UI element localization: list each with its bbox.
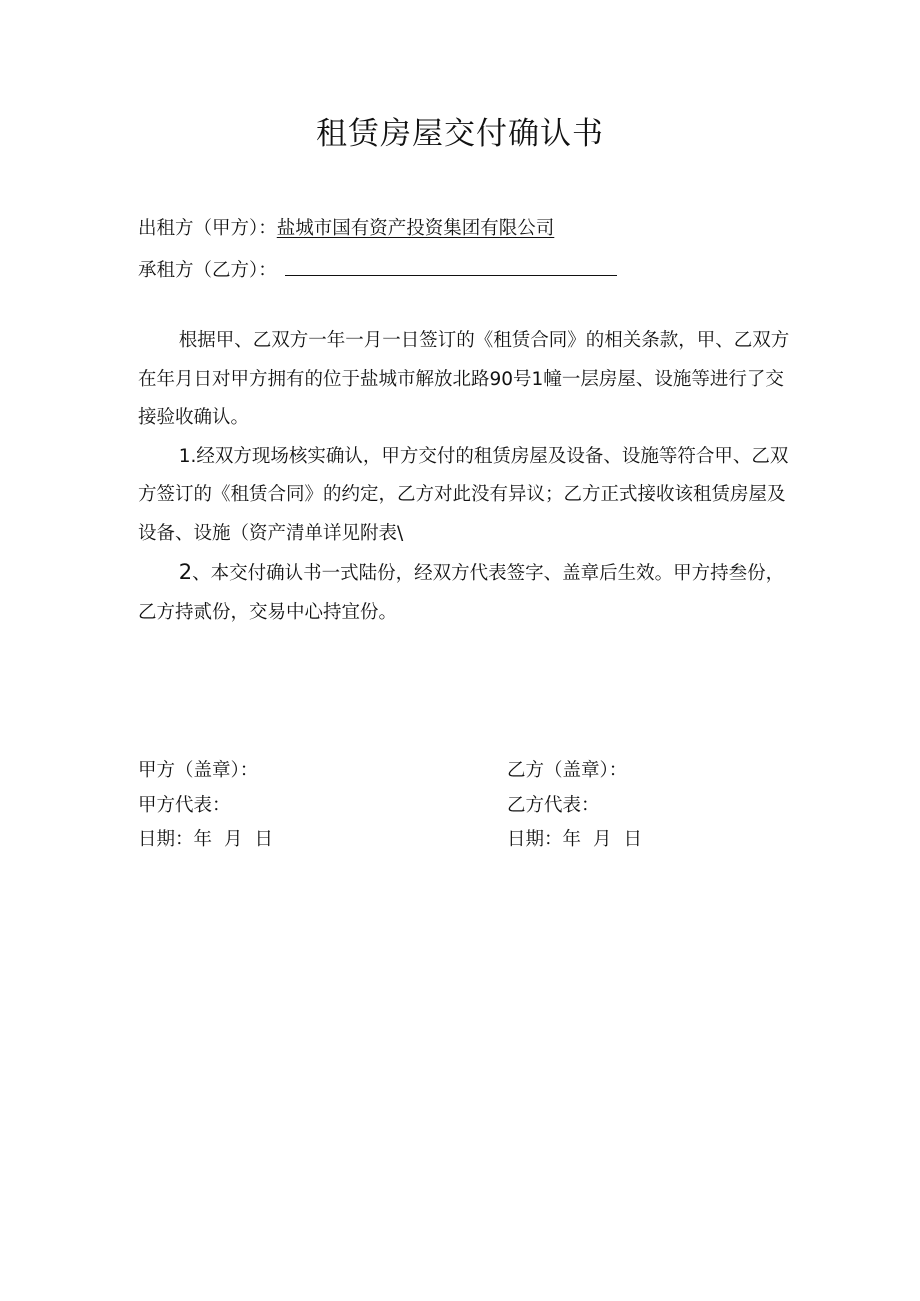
clause-2-text: 、本交付确认书一式陆份，经双方代表签字、盖章后生效。甲方持叁份，乙方持贰份，交易中心持宜份。 — [138, 563, 785, 623]
party-b-month: 月 — [593, 829, 612, 850]
clause-1-paragraph: 1.经双方现场核实确认，甲方交付的租赁房屋及设备、设施等符合甲、乙双方签订的《租赁合同》的约定，乙方对此没有异议；乙方正式接收该租赁房屋及设备、设施（资产清单详见附表\ — [138, 445, 789, 544]
document-title: 租赁房屋交付确认书 — [316, 116, 604, 152]
document-body — [138, 322, 798, 632]
party-a-date-label: 日期： — [138, 829, 194, 850]
party-b-date-label: 日期： — [507, 829, 563, 850]
lessor-value: 盐城市国有资产投资集团有限公司 — [276, 218, 555, 239]
party-b-date-line — [507, 823, 642, 858]
intro-paragraph: 根据甲、乙双方一年一月一日签订的《租赁合同》的相关条款，甲、乙双方在年月日对甲方拥有的位于盐城市解放北路90号1幢一层房屋、设施等进行了交接验收确认。 — [138, 330, 790, 428]
lessee-blank-field — [285, 257, 617, 276]
clause-2-number: 2 — [178, 560, 193, 584]
party-b-year: 年 — [562, 829, 582, 850]
party-b-rep-label: 乙方代表： — [507, 794, 600, 816]
party-b-day: 日 — [623, 829, 643, 850]
lessee-label: 承租方（乙方）： — [138, 260, 277, 281]
party-a-rep-label: 甲方代表： — [138, 794, 231, 816]
party-b-signature-block — [507, 754, 642, 858]
party-a-seal-label: 甲方（盖章）： — [138, 760, 259, 781]
party-a-date-line — [138, 823, 273, 858]
party-a-month: 月 — [224, 829, 243, 850]
party-a-year: 年 — [193, 829, 213, 850]
party-a-day: 日 — [254, 829, 274, 850]
clause-2-paragraph — [138, 553, 798, 632]
party-b-seal-label: 乙方（盖章）： — [507, 760, 628, 781]
lessee-line — [138, 256, 617, 282]
party-a-signature-block — [138, 754, 273, 858]
lessor-line — [138, 214, 554, 240]
lessor-label: 出租方（甲方）： — [138, 218, 277, 239]
